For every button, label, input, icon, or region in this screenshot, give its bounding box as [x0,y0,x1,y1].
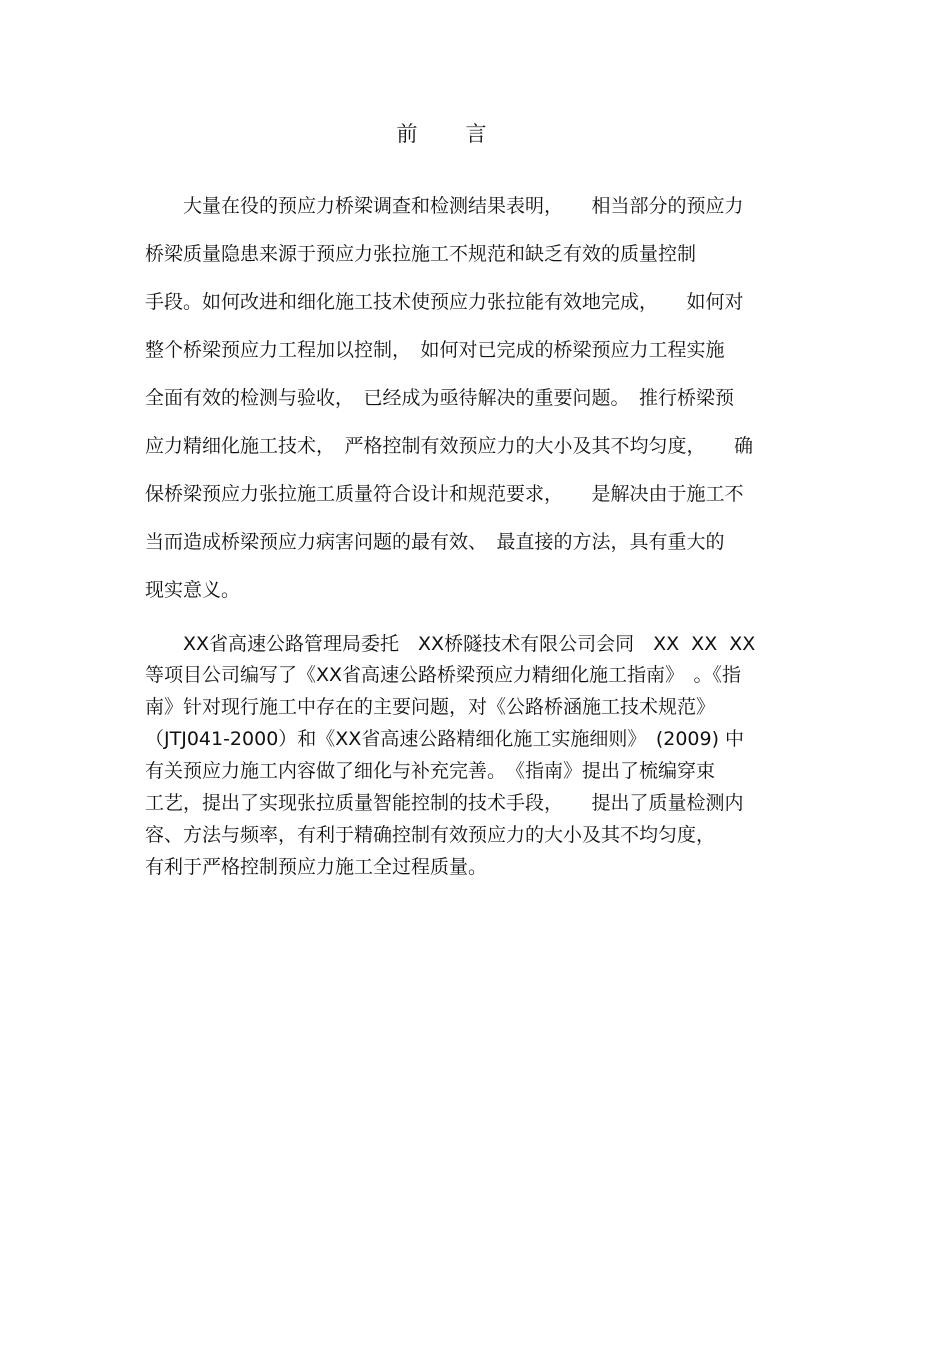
page-title: 前 言 [396,122,489,146]
paragraph-line: 有关预应力施工内容做了细化与补充完善。 《指南》提出了梳编穿束 [145,760,716,782]
paragraph-line: 大量在役的预应力桥梁调查和检测结果表明， 相当部分的预应力 [145,195,744,217]
paragraph-line: 手段。如何改进和细化施工技术使预应力张拉能有效地完成， 如何对 [145,291,744,313]
paragraph-line: 工艺，提出了实现张拉质量智能控制的技术手段， 提出了质量检测内 [145,792,744,814]
paragraph-line: 等项目公司编写了《XX省高速公路桥梁预应力精细化施工指南》 。《指 [145,664,742,686]
paragraph-line: 桥梁质量隐患来源于预应力张拉施工不规范和缺乏有效的质量控制 [145,243,697,265]
paragraph-line: 容、方法与频率，有利于精确控制有效预应力的大小及其不均匀度， [145,824,716,846]
paragraph-line: 全面有效的检测与验收， 已经成为亟待解决的重要问题。 推行桥梁预 [145,387,735,409]
paragraph-line: 有利于严格控制预应力施工全过程质量。 [145,856,488,878]
paragraph-line: 现实意义。 [145,579,241,601]
paragraph-line: 整个桥梁预应力工程加以控制， 如何对已完成的桥梁预应力工程实施 [145,339,725,361]
paragraph-line: （JTJ041-2000）和《XX省高速公路精细化施工实施细则》 (2009) 中 [145,728,745,750]
paragraph-line: XX省高速公路管理局委托 XX桥隧技术有限公司会同 XX XX XX [145,633,756,655]
paragraph-line: 保桥梁预应力张拉施工质量符合设计和规范要求， 是解决由于施工不 [145,483,744,505]
paragraph-line: 应力精细化施工技术， 严格控制有效预应力的大小及其不均匀度， 确 [145,435,754,457]
paragraph-line: 当而造成桥梁预应力病害问题的最有效、 最直接的方法，具有重大的 [145,531,725,553]
paragraph-line: 南》针对现行施工中存在的主要问题，对《公路桥涵施工技术规范》 [145,696,716,718]
